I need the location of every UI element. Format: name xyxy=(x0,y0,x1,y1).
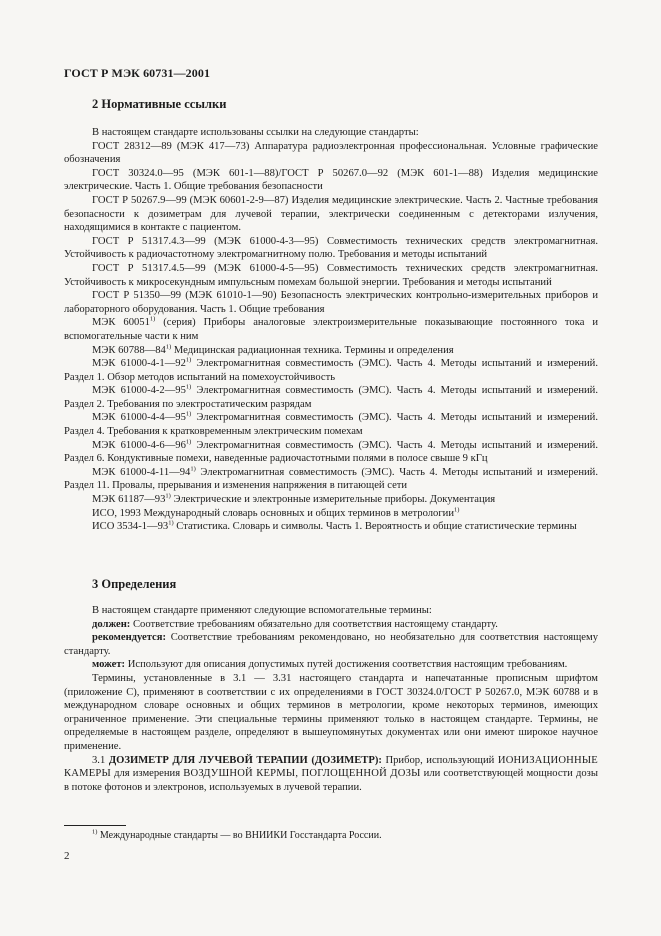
definition-3-1 xyxy=(64,754,598,795)
reference-item xyxy=(64,439,598,466)
reference-text: Медицинская радиационная техника. Термины и определения xyxy=(171,344,454,356)
reference-code: ИСО, 1993 Международный словарь основных и общих терминов в метрологии xyxy=(92,507,455,519)
paragraph: ГОСТ Р 51317.4.3—99 (МЭК 61000-4-3—95) Совместимость технических средств электромагнитная. Устойчивость к радиочастотному электромагнитному полю. Требования и методы испытаний xyxy=(64,235,598,261)
reference-item xyxy=(64,384,598,411)
paragraph: ГОСТ Р 51317.4.5—99 (МЭК 61000-4-5—95) Совместимость технических средств электромагнитная. Устойчивость к микросекундным импульсным помехам большой энергии. Требования и методы испытаний xyxy=(64,262,598,288)
reference-item xyxy=(64,344,598,358)
reference-code: МЭК 61000-4-4—95 xyxy=(92,412,186,424)
footnote-marker: 1) xyxy=(185,410,192,418)
reference-item xyxy=(64,316,598,343)
term-text: Соответствие требованиям обязательно для соответствия настоящему стандарту. xyxy=(130,618,498,630)
reference-code: МЭК 61187—93 xyxy=(92,494,166,506)
reference-item xyxy=(64,507,598,521)
footnote-marker: 1) xyxy=(454,506,460,514)
paragraph: ГОСТ 30324.0—95 (МЭК 601-1—88)/ГОСТ Р 50267.0—92 (МЭК 601-1—88) Изделия медицинские электрические. Часть 1. Общие требования безопасности xyxy=(64,167,598,193)
reference-code: МЭК 61000-4-6—96 xyxy=(92,439,186,451)
footnote-marker: 1) xyxy=(92,828,98,836)
term: рекомендуется: xyxy=(92,632,167,644)
definition-caps-term: ВОЗДУШНОЙ КЕРМЫ, ПОГЛОЩЕННОЙ ДОЗЫ xyxy=(183,768,421,780)
term-text: Используют для описания допустимых путей достижения соответствия настоящим требованиям. xyxy=(125,659,568,671)
normative-references xyxy=(64,126,598,534)
reference-code: МЭК 60051 xyxy=(92,317,150,329)
section-3-title: 3 Определения xyxy=(92,577,177,591)
reference-code: ИСО 3534-1—93 xyxy=(92,521,169,533)
definition-caps-term: ИОНИЗАЦИОННЫЕ КАМЕРЫ xyxy=(64,754,598,780)
footnote-marker: 1) xyxy=(185,383,192,391)
reference-text: Электрические и электронные измерительные приборы. Документация xyxy=(170,494,496,506)
paragraph: Термины, установленные в 3.1 — 3.31 настоящего стандарта и напечатанные прописным шрифтом (приложение С), применяют в соответствии с их определениями в ГОСТ 30324.0/ГОСТ Р 50267.0, МЭК 60788 и в международном словаре основных и общих терминов в метрологии, кроме некоторых терминов, имеющих ограниченное применение. Эти специальные термины применяют только в настоящем стандарте. Термины, не определяемые в настоящем разделе, определяют в вышеупомянутых документах или они имеют широкое научное применение. xyxy=(64,672,598,752)
term-definition xyxy=(64,658,598,672)
footnote-marker: 1) xyxy=(168,519,174,527)
reference-text: Электромагнитная совместимость (ЭМС). Часть 4. Методы испытаний и измерений. Раздел 2. Требования по электростатическим разрядам xyxy=(64,385,598,410)
term: может: xyxy=(92,659,126,671)
reference-text: Электромагнитная совместимость (ЭМС). Часть 4. Методы испытаний и измерений. Раздел 6. Кондуктивные помехи, наведенные радиочастотными полями в полосе свыше 9 кГц xyxy=(64,439,598,465)
paragraph: ГОСТ 28312—89 (МЭК 417—73) Аппаратура радиоэлектронная профессиональная. Условные графические обозначения xyxy=(64,140,598,166)
reference-text: Электромагнитная совместимость (ЭМС). Часть 4. Методы испытаний и измерений. Раздел 11. Провалы, прерывания и изменения напряжения в питающей сети xyxy=(64,466,598,492)
reference-code: МЭК 60788—84 xyxy=(92,344,166,356)
reference-item xyxy=(64,411,598,438)
reference-text: Статистика. Словарь и символы. Часть 1. Вероятность и общие статистические термины xyxy=(173,521,577,533)
paragraph: ГОСТ Р 50267.9—99 (МЭК 60601-2-9—87) Изделия медицинские электрические. Часть 2. Частные требования безопасности к дозиметрам для лучевой терапии, электрически соединенным с детекторами излучения, находящимися в контакте с пациентом. xyxy=(64,194,598,234)
reference-text: Электромагнитная совместимость (ЭМС). Часть 4. Методы испытаний и измерений. Раздел 1. Обзор методов испытаний на помехоустойчивость xyxy=(64,358,598,383)
definition-term: ДОЗИМЕТР ДЛЯ ЛУЧЕВОЙ ТЕРАПИИ (ДОЗИМЕТР): xyxy=(108,754,382,766)
section-2-title: 2 Нормативные ссылки xyxy=(92,97,227,111)
footnote-marker: 1) xyxy=(185,438,192,446)
definitions xyxy=(64,604,598,794)
footnote xyxy=(92,830,382,842)
definition-text: Прибор, использующий xyxy=(381,754,498,766)
definition-number: 3.1 xyxy=(92,754,106,766)
paragraph: ГОСТ Р 51350—99 (МЭК 61010-1—90) Безопасность электрических контрольно-измерительных приборов и лабораторного оборудования. Часть 1. Общие требования xyxy=(64,290,598,315)
term-text: Соответствие требованиям рекомендовано, но необязательно для соответствия настоящему стандарту. xyxy=(64,632,598,657)
reference-item xyxy=(64,466,598,493)
footnote-text: Международные стандарты — во ВНИИКИ Госстандарта России. xyxy=(97,830,382,841)
paragraph: В настоящем стандарте применяют следующие вспомогательные термины: xyxy=(92,605,432,616)
term-definition xyxy=(64,618,598,632)
reference-code: МЭК 61000-4-1—92 xyxy=(92,358,186,370)
reference-text: (серия) Приборы аналоговые электроизмерительные показывающие постоянного тока и вспомогательные части к ним xyxy=(64,317,598,342)
footnote-marker: 1) xyxy=(165,342,172,350)
footnote-marker: 1) xyxy=(165,492,171,500)
page-number: 2 xyxy=(64,850,70,862)
reference-item xyxy=(64,493,598,507)
term-definition xyxy=(64,631,598,658)
paragraph: В настоящем стандарте использованы ссылки на следующие стандарты: xyxy=(92,127,419,138)
footnote-marker: 1) xyxy=(190,465,196,473)
reference-code: МЭК 61000-4-2—95 xyxy=(92,385,186,397)
footnote-marker: 1) xyxy=(149,315,156,323)
definition-text: для измерения xyxy=(110,768,184,780)
reference-item xyxy=(64,357,598,384)
reference-code: МЭК 61000-4-11—94 xyxy=(92,466,191,478)
document-code-header: ГОСТ Р МЭК 60731—2001 xyxy=(64,66,211,80)
footnote-divider xyxy=(64,825,126,826)
reference-item xyxy=(64,520,598,534)
definition-text: или соответствующей мощности дозы в потоке фотонов и электронов, используемых в лучевой терапии. xyxy=(64,768,598,793)
reference-text: Электромагнитная совместимость (ЭМС). Часть 4. Методы испытаний и измерений. Раздел 4. Требования к кратковременным электрическим помехам xyxy=(64,412,598,438)
footnote-marker: 1) xyxy=(185,356,192,364)
term: должен: xyxy=(92,618,131,630)
